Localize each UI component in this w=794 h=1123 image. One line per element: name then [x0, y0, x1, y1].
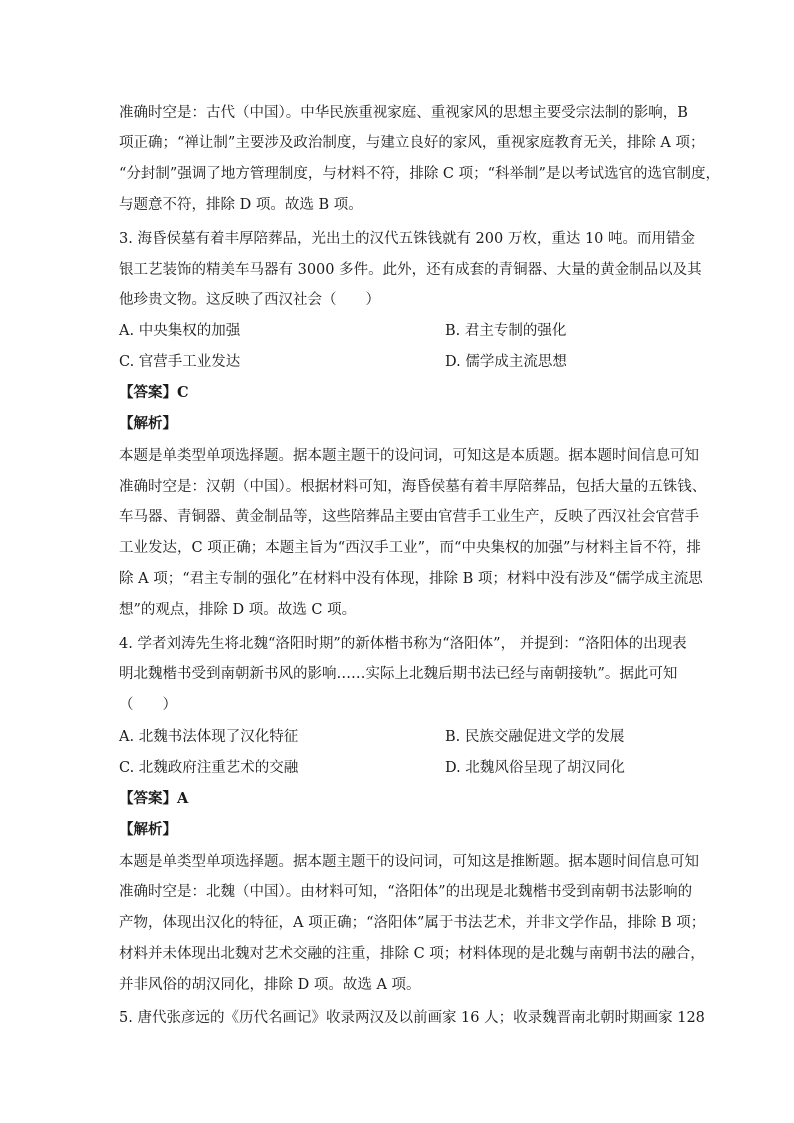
question-3-analysis-line: 工业发达，C 项正确；本题主旨为“西汉手工业”，而“中央集权的加强”与材料主旨不符，排: [119, 540, 701, 556]
question-3-answer: 【答案】C: [119, 384, 189, 401]
text-line: 与题意不符，排除 D 项。故选 B 项。: [119, 197, 363, 213]
text-line: 项正确；“禅让制”主要涉及政治制度，与建立良好的家风，重视家庭教育无关，排除 A 项；: [119, 135, 705, 151]
question-3-stem-line: 3. 海昏侯墓有着丰厚陪葬品，光出土的汉代五铢钱就有 200 万枚，重达 10 吨。而用错金: [119, 231, 696, 247]
question-4-option-b: B. 民族交融促进文学的发展: [445, 729, 625, 745]
question-3-analysis-line: 除 A 项；“君主专制的强化”在材料中没有体现，排除 B 项；材料中没有涉及“儒学成主流思: [119, 571, 703, 587]
question-3-analysis-line: 准确时空是：汉朝（中国）。根据材料可知，海昏侯墓有着丰厚陪葬品，包括大量的五铢钱、: [119, 479, 707, 495]
question-3-analysis-line: 想”的观点，排除 D 项。故选 C 项。: [119, 602, 357, 618]
question-3-analysis-line: 本题是单类型单项选择题。据本题主题干的设问词，可知这是本质题。据本题时间信息可知: [119, 448, 699, 464]
question-4-stem-line: 明北魏楷书受到南朝新书风的影响……实际上北魏后期书法已经与南朝接轨”。据此可知: [119, 666, 678, 682]
question-3-option-c: C. 官营手工业发达: [119, 354, 241, 370]
question-3-stem-line: 他珍贵文物。这反映了西汉社会（ ）: [119, 292, 380, 308]
question-3-option-a: A. 中央集权的加强: [119, 323, 241, 339]
question-4-analysis-line: 本题是单类型单项选择题。据本题主题干的设问词，可知这是推断题。据本题时间信息可知: [119, 854, 699, 870]
question-4-option-a: A. 北魏书法体现了汉化特征: [119, 729, 299, 745]
question-4-analysis-label: 【解析】: [119, 821, 177, 838]
question-4-option-d: D. 北魏风俗呈现了胡汉同化: [445, 760, 625, 776]
question-4-stem-line: 4. 学者刘涛先生将北魏“洛阳时期”的新体楷书称为“洛阳体”， 并提到：“洛阳体的出现表: [119, 636, 687, 652]
question-3-analysis-line: 车马器、青铜器、黄金制品等，这些陪葬品主要由官营手工业生产，反映了西汉社会官营手: [119, 509, 699, 525]
question-3-analysis-label: 【解析】: [119, 415, 177, 432]
text-line: “分封制”强调了地方管理制度，与材料不符，排除 C 项；“科举制”是以考试选官的选官制度，: [119, 166, 720, 182]
text-line: 准确时空是：古代（中国）。中华民族重视家庭、重视家风的思想主要受宗法制的影响，B: [119, 105, 688, 121]
question-4-analysis-line: 产物，体现出汉化的特征，A 项正确；“洛阳体”属于书法艺术，并非文学作品，排除 B 项；: [119, 915, 706, 931]
question-4-analysis-line: 准确时空是：北魏（中国）。由材料可知，“洛阳体”的出现是北魏楷书受到南朝书法影响的: [119, 884, 693, 900]
question-3-stem-line: 银工艺装饰的精美车马器有 3000 多件。此外，还有成套的青铜器、大量的黄金制品以及其: [119, 262, 702, 278]
question-3-option-d: D. 儒学成主流思想: [445, 354, 567, 370]
question-4-stem-line: （ ）: [119, 697, 177, 713]
question-4-analysis-line: 并非风俗的胡汉同化，排除 D 项。故选 A 项。: [119, 977, 421, 993]
question-4-option-c: C. 北魏政府注重艺术的交融: [119, 760, 299, 776]
question-5-stem-line: 5. 唐代张彦远的《历代名画记》收录两汉及以前画家 16 人；收录魏晋南北朝时期画家 128: [119, 1010, 705, 1026]
question-3-option-b: B. 君主专制的强化: [445, 323, 567, 339]
question-4-answer: 【答案】A: [119, 790, 189, 807]
question-4-analysis-line: 材料并未体现出北魏对艺术交融的注重，排除 C 项；材料体现的是北魏与南朝书法的融合，: [119, 946, 705, 962]
